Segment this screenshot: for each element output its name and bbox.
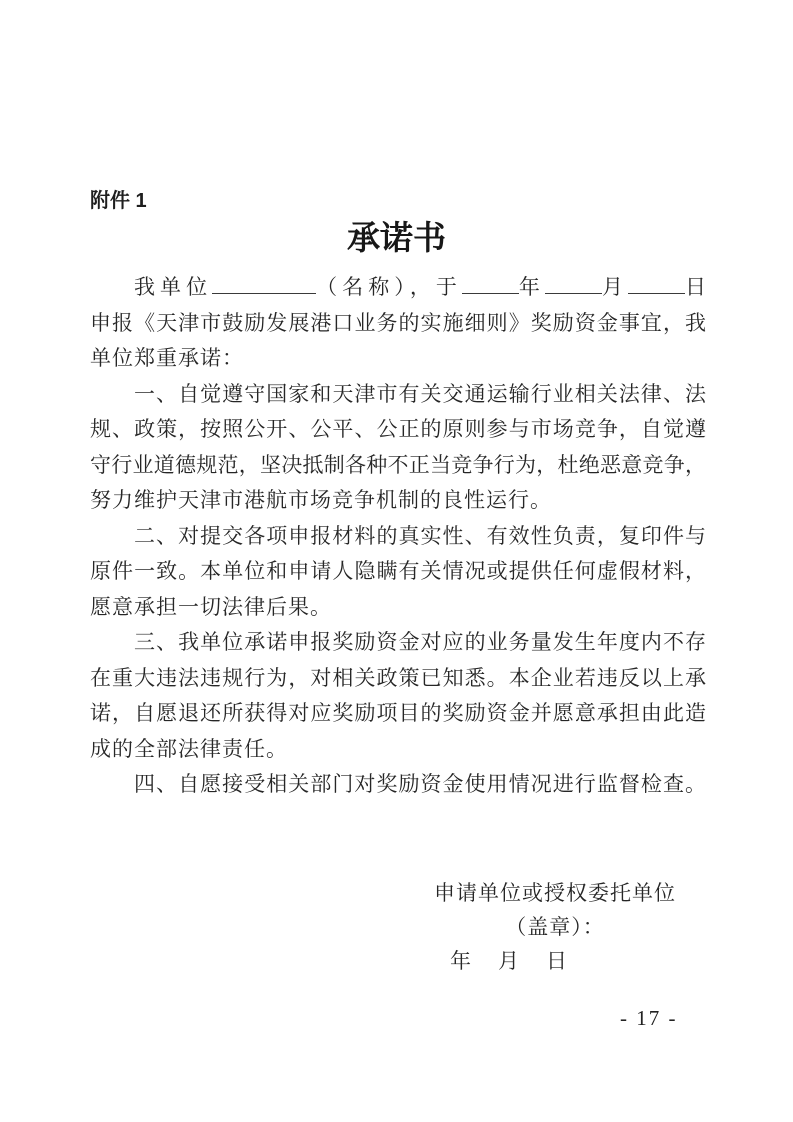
- text-line: 努力维护天津市港航市场竞争机制的良性运行。: [90, 488, 552, 512]
- document-body: [90, 270, 712, 803]
- year-blank: [462, 272, 519, 294]
- signature-seal-line: （盖章）：: [505, 915, 605, 939]
- text-line: 在重大违法违规行为，对相关政策已知悉。本企业若违反以上承: [90, 665, 708, 690]
- intro-month-label: 月: [601, 275, 629, 299]
- intro-name-label: （名称），于: [316, 275, 462, 299]
- text-line: 成的全部法律责任。: [90, 736, 288, 761]
- signature-date-year: 年: [450, 949, 472, 973]
- text-line-item-2: 二、对提交各项申报材料的真实性、有效性负责，复印件与: [134, 523, 708, 548]
- signature-date-month: 月: [498, 949, 520, 973]
- text-line: 愿意承担一切法律后果。: [90, 594, 332, 619]
- intro-day-label: 日: [685, 275, 712, 299]
- text-line: 原件一致。本单位和申请人隐瞒有关情况或提供任何虚假材料，: [90, 559, 708, 583]
- signature-unit-line: 申请单位或授权委托单位: [434, 881, 676, 905]
- text-line: 守行业道德规范，坚决抵制各种不正当竞争行为，杜绝恶意竞争，: [90, 452, 707, 477]
- text-line-item-4: 四、自愿接受相关部门对奖励资金使用情况进行监督检查。: [134, 772, 708, 796]
- text-line: 诺，自愿退还所获得对应奖励项目的奖励资金并愿意承担由此造: [90, 701, 708, 725]
- intro-year-label: 年: [518, 275, 545, 299]
- attachment-label: 附件 1: [90, 190, 147, 212]
- text-line-item-1: 一、自觉遵守国家和天津市有关交通运输行业相关法律、法: [134, 381, 708, 406]
- month-blank: [545, 272, 602, 294]
- unit-name-blank: [212, 272, 316, 294]
- signature-date-day: 日: [546, 949, 568, 973]
- text-line: 单位郑重承诺：: [90, 346, 244, 370]
- signature-block: [433, 876, 677, 978]
- intro-unit-prefix: 我单位: [134, 275, 213, 299]
- text-line-item-3: 三、我单位承诺申报奖励资金对应的业务量发生年度内不存: [134, 630, 708, 654]
- text-line: 申报《天津市鼓励发展港口业务的实施细则》奖励资金事宜，我: [90, 310, 708, 335]
- day-blank: [628, 272, 685, 294]
- signature-date-line: [433, 944, 677, 978]
- page-number: - 17 -: [620, 1006, 678, 1030]
- page-title: 承诺书: [347, 221, 446, 257]
- intro-line: [90, 270, 712, 306]
- text-line: 规、政策，按照公开、公平、公正的原则参与市场竞争，自觉遵: [90, 417, 708, 441]
